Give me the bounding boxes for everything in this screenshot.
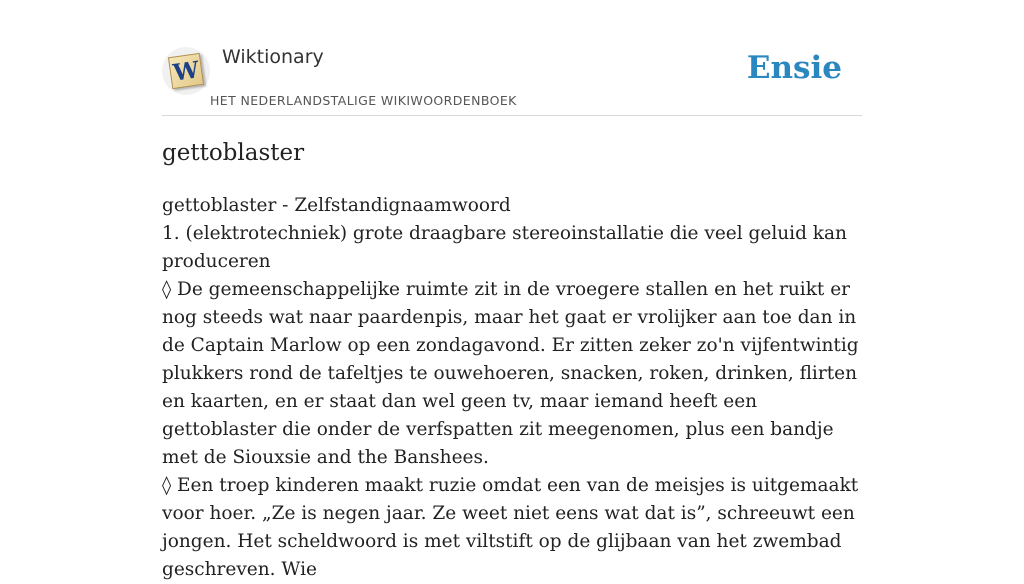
entry-headline: gettoblaster - Zelfstandignaamwoord <box>162 195 511 216</box>
wiktionary-logo-icon[interactable] <box>162 47 210 95</box>
site-header <box>162 0 862 116</box>
site-tagline: HET NEDERLANDSTALIGE WIKIWOORDENBOEK <box>210 93 517 108</box>
entry-example-1: ◊ De gemeenschappelijke ruimte zit in de vroegere stallen en het ruikt er nog steeds wat naar paardenpis, maar het gaat er vrolijker aan toe dan in de Captain Marlow op een zondagavond. Er zitten zeker zo'n vijfentwintig plukkers rond de tafeltjes te ouwehoeren, snacken, roken, drinken, flirten en kaarten, en er staat dan wel geen tv, maar iemand heeft een gettoblaster die onder de verfspatten zit meegenomen, plus een bandje met de Siouxsie and the Banshees. <box>162 279 859 468</box>
entry-example-2: ◊ Een troep kinderen maakt ruzie omdat een van de meisjes is uitgemaakt voor hoer. „Ze is negen jaar. Ze weet niet eens wat dat is”, schreeuwt een jongen. Het scheldwoord is met viltstift op de glijbaan van het zwembad geschreven. Wie <box>162 475 859 580</box>
logo-letter: W <box>171 55 201 87</box>
page-title: gettoblaster <box>162 140 305 166</box>
logo-tile <box>168 53 204 89</box>
entry-content <box>162 192 862 584</box>
ensie-brand-link[interactable]: Ensie <box>746 50 842 86</box>
site-name[interactable]: Wiktionary <box>222 46 324 68</box>
entry-definition: 1. (elektrotechniek) grote draagbare stereoinstallatie die veel geluid kan produceren <box>162 223 847 272</box>
